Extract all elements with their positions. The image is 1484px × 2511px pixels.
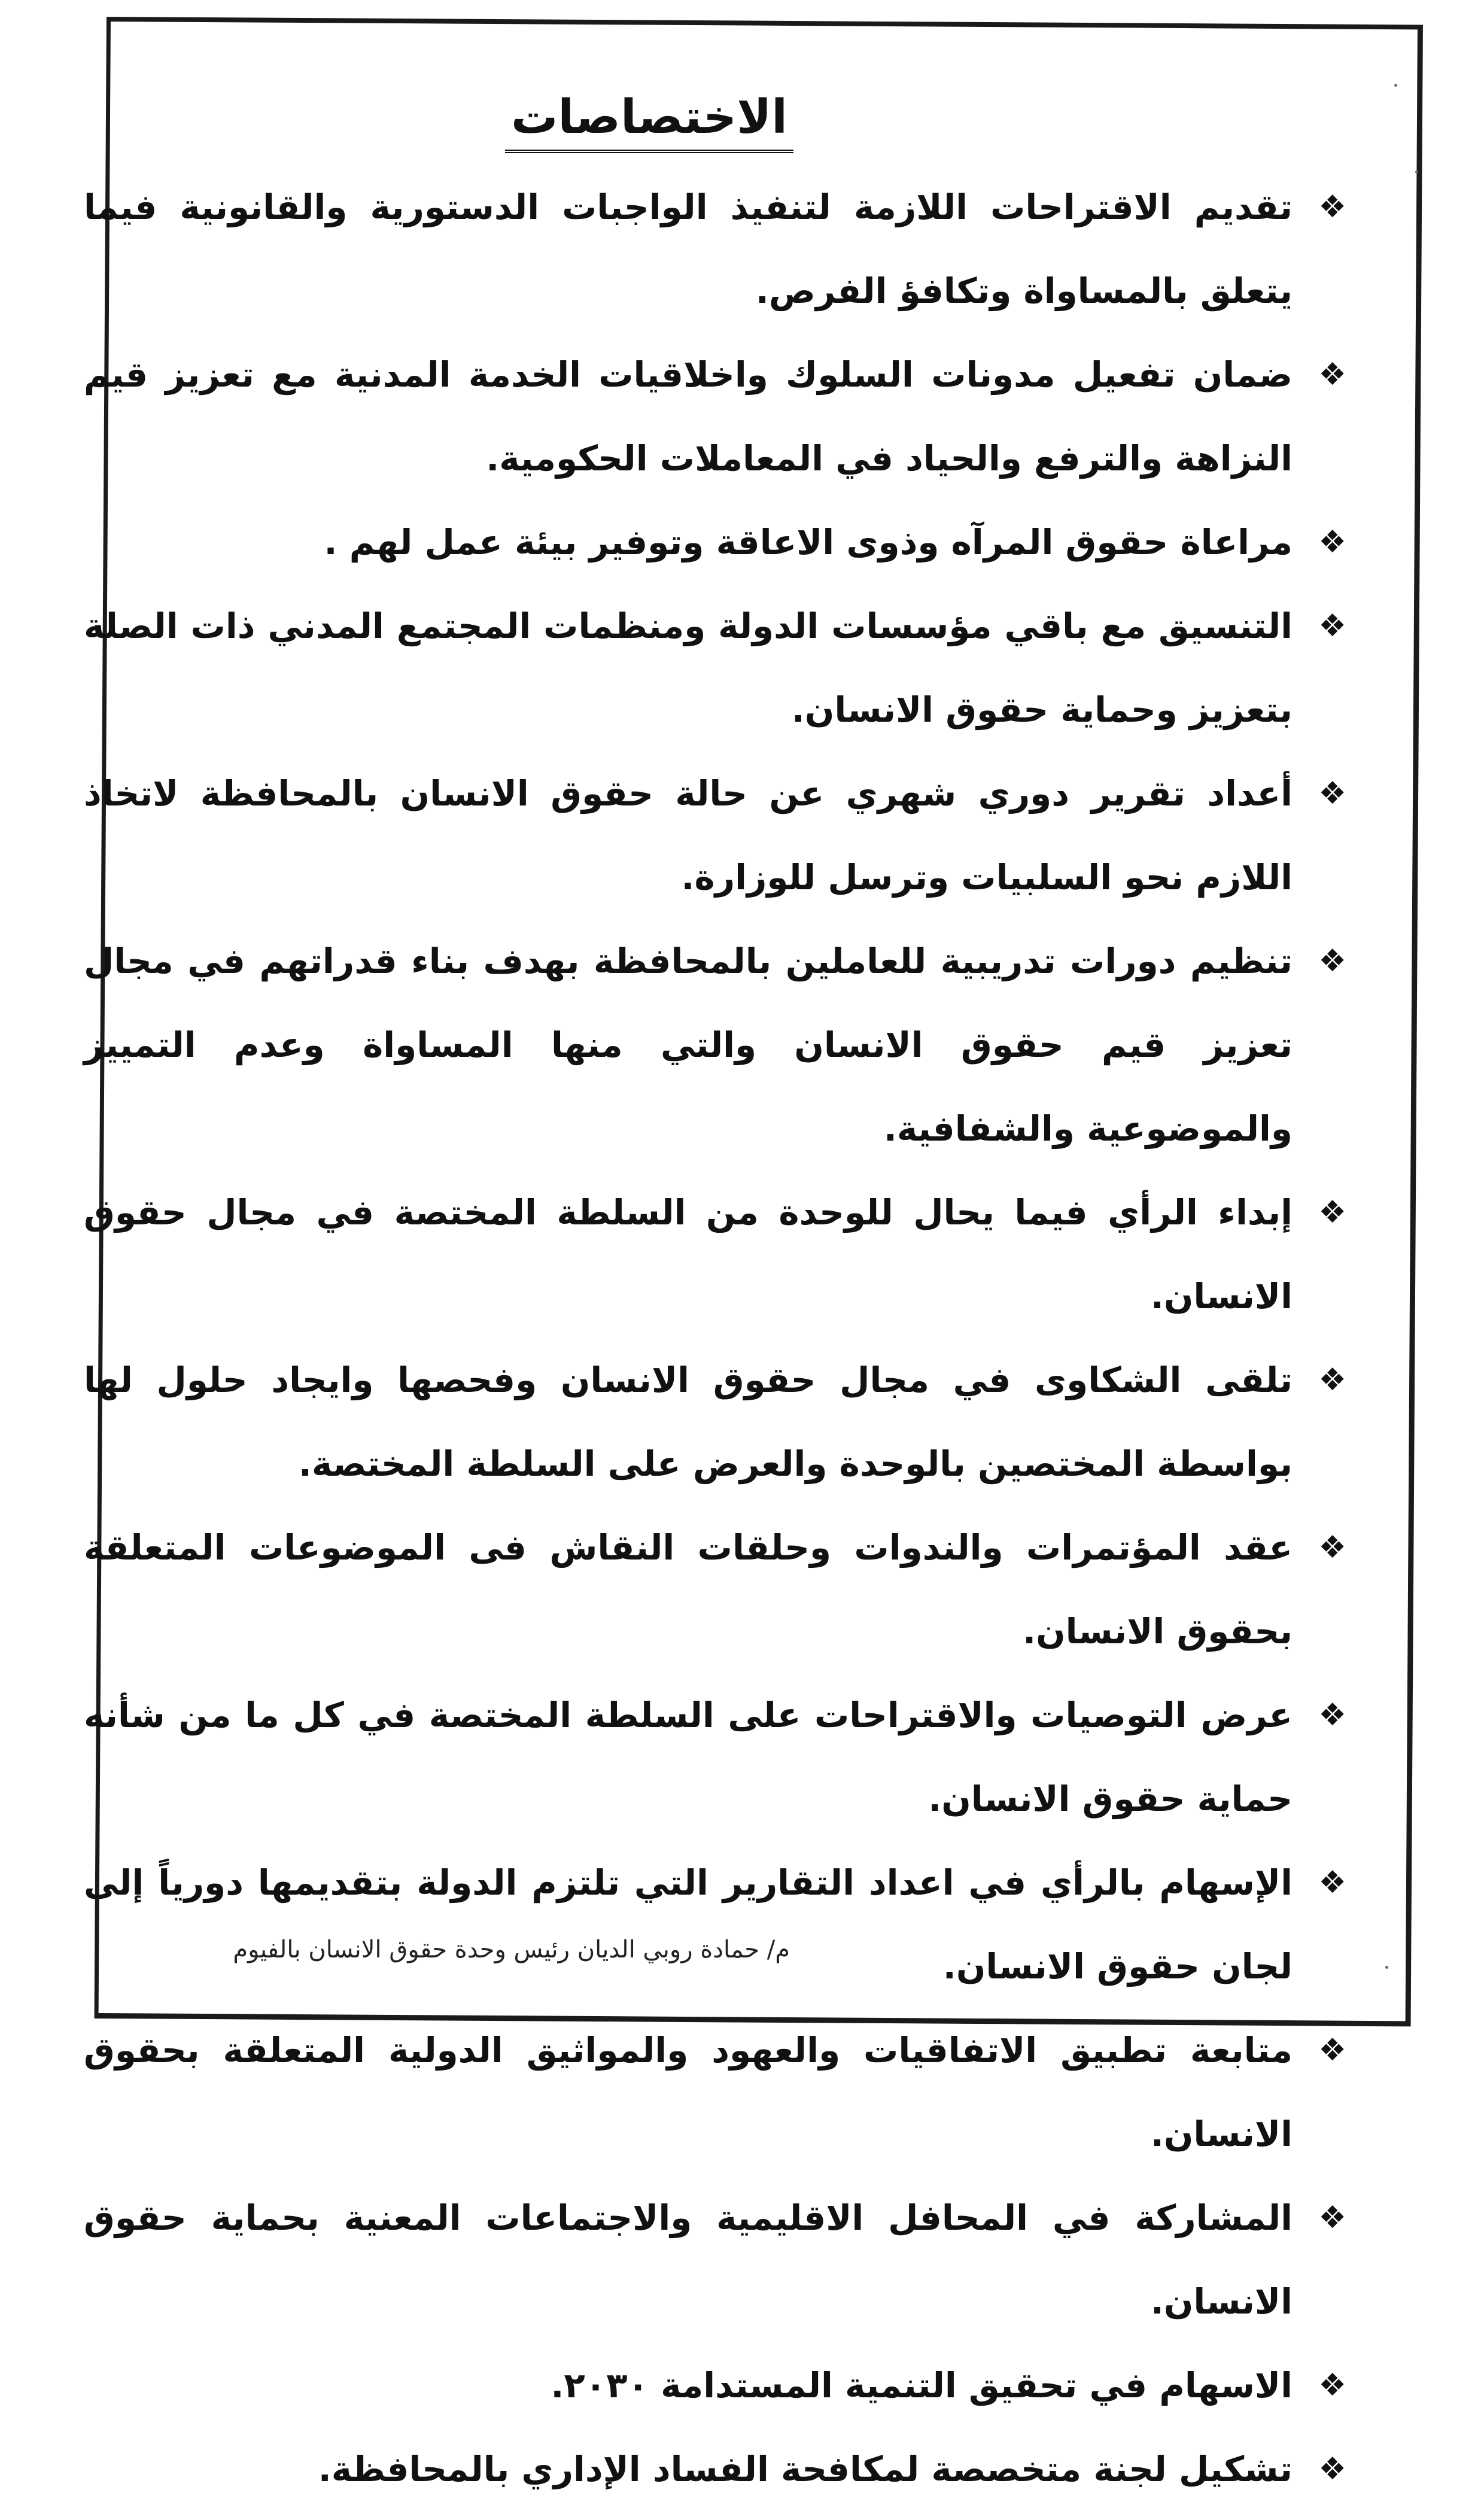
list-item xyxy=(84,1673,1346,1841)
diamond-cluster-icon: ❖ xyxy=(1318,2451,1346,2487)
list-item xyxy=(84,1338,1346,1506)
diamond-cluster-icon: ❖ xyxy=(1318,943,1346,979)
scan-speck xyxy=(1415,171,1418,174)
list-item-text: تنظيم دورات تدريبية للعاملين بالمحافظة بهدف بناء قدراتهم في مجال تعزيز قيم حقوق الانسان والتي منها المساواة وعدم التمييز والموضوعية والشفافية. xyxy=(84,940,1293,1149)
list-item xyxy=(84,333,1346,500)
diamond-cluster-icon: ❖ xyxy=(1318,2032,1346,2068)
diamond-cluster-icon: ❖ xyxy=(1318,2199,1346,2236)
diamond-cluster-icon: ❖ xyxy=(1318,775,1346,811)
list-item-text: مراعاة حقوق المرآه وذوى الاعاقة وتوفير بيئة عمل لهم . xyxy=(324,521,1293,563)
list-item xyxy=(84,165,1346,333)
list-item xyxy=(84,752,1346,919)
diamond-cluster-icon: ❖ xyxy=(1318,1697,1346,1733)
list-item xyxy=(84,584,1346,752)
list-item-text: تشكيل لجنة متخصصة لمكافحة الفساد الإداري بالمحافظة. xyxy=(318,2448,1293,2489)
list-item xyxy=(84,2008,1346,2176)
list-item xyxy=(84,1171,1346,1338)
list-item-text: تقديم الاقتراحات اللازمة لتنفيذ الواجبات الدستورية والقانونية فيما يتعلق بالمساواة وتكافؤ الفرص. xyxy=(84,186,1293,311)
list-item xyxy=(84,500,1346,584)
signature-line: م/ حمادة روبي الديان رئيس وحدة حقوق الانسان بالفيوم xyxy=(233,1936,790,1963)
list-item xyxy=(84,2176,1346,2343)
diamond-cluster-icon: ❖ xyxy=(1318,2367,1346,2403)
list-item-text: متابعة تطبيق الاتفاقيات والعهود والمواثيق الدولية المتعلقة بحقوق الانسان. xyxy=(84,2029,1293,2154)
list-item-text: عرض التوصيات والاقتراحات على السلطة المختصة في كل ما من شأنه حماية حقوق الانسان. xyxy=(84,1694,1293,1819)
list-item-text: تلقى الشكاوى في مجال حقوق الانسان وفحصها وايجاد حلول لها بواسطة المختصين بالوحدة والعرض على السلطة المختصة. xyxy=(84,1359,1293,1484)
list-item-text: الاسهام في تحقيق التنمية المستدامة ٢٠٣٠. xyxy=(551,2364,1293,2406)
list-item xyxy=(84,919,1346,1171)
scan-speck xyxy=(1394,84,1397,87)
list-item xyxy=(84,1841,1346,2008)
list-item xyxy=(84,1506,1346,1673)
diamond-cluster-icon: ❖ xyxy=(1318,1529,1346,1565)
diamond-cluster-icon: ❖ xyxy=(1318,1194,1346,1230)
diamond-cluster-icon: ❖ xyxy=(1318,524,1346,560)
scan-speck xyxy=(1385,1966,1388,1969)
title-wrapper xyxy=(84,90,1215,153)
document-body xyxy=(84,90,1364,2511)
competencies-list xyxy=(84,165,1364,2511)
diamond-cluster-icon: ❖ xyxy=(1318,1864,1346,1901)
list-item xyxy=(84,2343,1346,2427)
list-item-text: المشاركة في المحافل الاقليمية والاجتماعات المعنية بحماية حقوق الانسان. xyxy=(84,2197,1293,2322)
list-item-text: الإسهام بالرأي في اعداد التقارير التي تلتزم الدولة بتقديمها دورياً إلى لجان حقوق الانسان. xyxy=(84,1862,1293,1987)
list-item xyxy=(84,2427,1346,2511)
diamond-cluster-icon: ❖ xyxy=(1318,189,1346,225)
diamond-cluster-icon: ❖ xyxy=(1318,1361,1346,1398)
list-item-text: التنسيق مع باقي مؤسسات الدولة ومنظمات المجتمع المدني ذات الصلة بتعزيز وحماية حقوق الانسان. xyxy=(84,605,1293,730)
list-item-text: أعداد تقرير دوري شهري عن حالة حقوق الانسان بالمحافظة لاتخاذ اللازم نحو السلبيات وترسل للوزارة. xyxy=(84,773,1293,898)
diamond-cluster-icon: ❖ xyxy=(1318,356,1346,393)
diamond-cluster-icon: ❖ xyxy=(1318,607,1346,644)
list-item-text: ضمان تفعيل مدونات السلوك واخلاقيات الخدمة المدنية مع تعزيز قيم النزاهة والترفع والحياد في المعاملات الحكومية. xyxy=(84,354,1293,479)
list-item-text: عقد المؤتمرات والندوات وحلقات النقاش فى الموضوعات المتعلقة بحقوق الانسان. xyxy=(84,1527,1293,1652)
list-item-text: إبداء الرأي فيما يحال للوحدة من السلطة المختصة في مجال حقوق الانسان. xyxy=(84,1191,1293,1317)
document-title: الاختصاصات xyxy=(505,90,793,153)
